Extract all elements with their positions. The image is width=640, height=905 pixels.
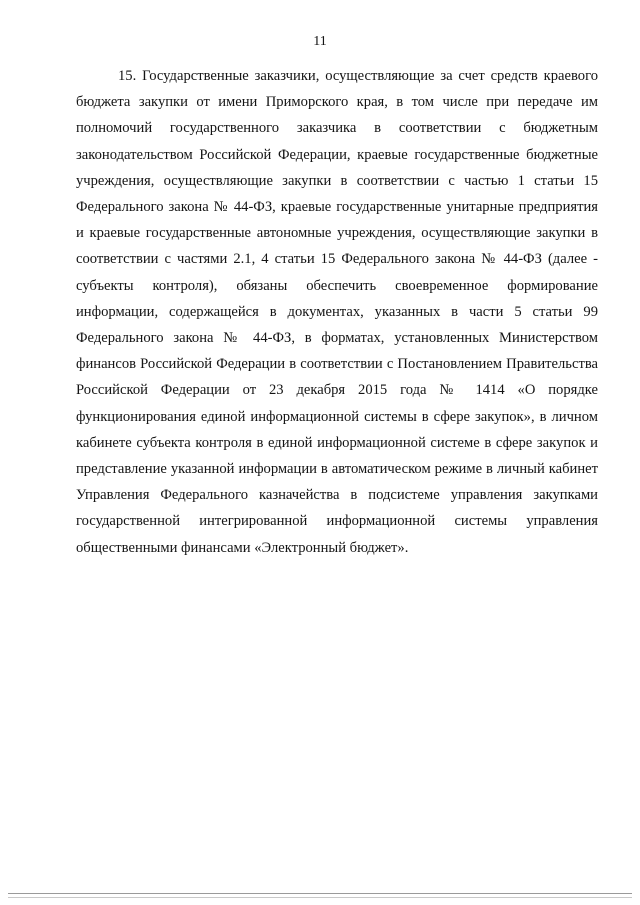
document-paragraph-15: 15. Государственные заказчики, осуществляющие за счет средств краевого бюджета закупки от имени Приморского края, в том числе при передаче им полномочий государственного заказчика в соответствии с бюджетным законодательством Российской Федерации, краевые государственные бюджетные учреждения, осуществляющие закупки в соответствии с частью 1 статьи 15 Федерального закона № 44-ФЗ, краевые государственные унитарные предприятия и краевые государственные автономные учреждения, осуществляющие закупки в соответствии с частями 2.1, 4 статьи 15 Федерального закона № 44-ФЗ (далее - субъекты контроля), обязаны обеспечить своевременное формирование информации, содержащейся в документах, указанных в части 5 статьи 99 Федерального закона № 44-ФЗ, в форматах, установленных Министерством финансов Российской Федерации в соответствии с Постановлением Правительства Российской Федерации от 23 декабря 2015 года № 1414 «О порядке функционирования единой информационной системы в сфере закупок», в личном кабинете субъекта контроля в единой информационной системе в сфере закупок и представление указанной информации в автоматическом режиме в личный кабинет Управления Федерального казначейства в подсистеме управления закупками государственной интегрированной информационной системы управления общественными финансами «Электронный бюджет».: [76, 68, 598, 556]
page-number: 11: [313, 34, 327, 49]
page-bottom-divider: [8, 893, 632, 894]
page-bottom-divider-secondary: [8, 897, 632, 898]
